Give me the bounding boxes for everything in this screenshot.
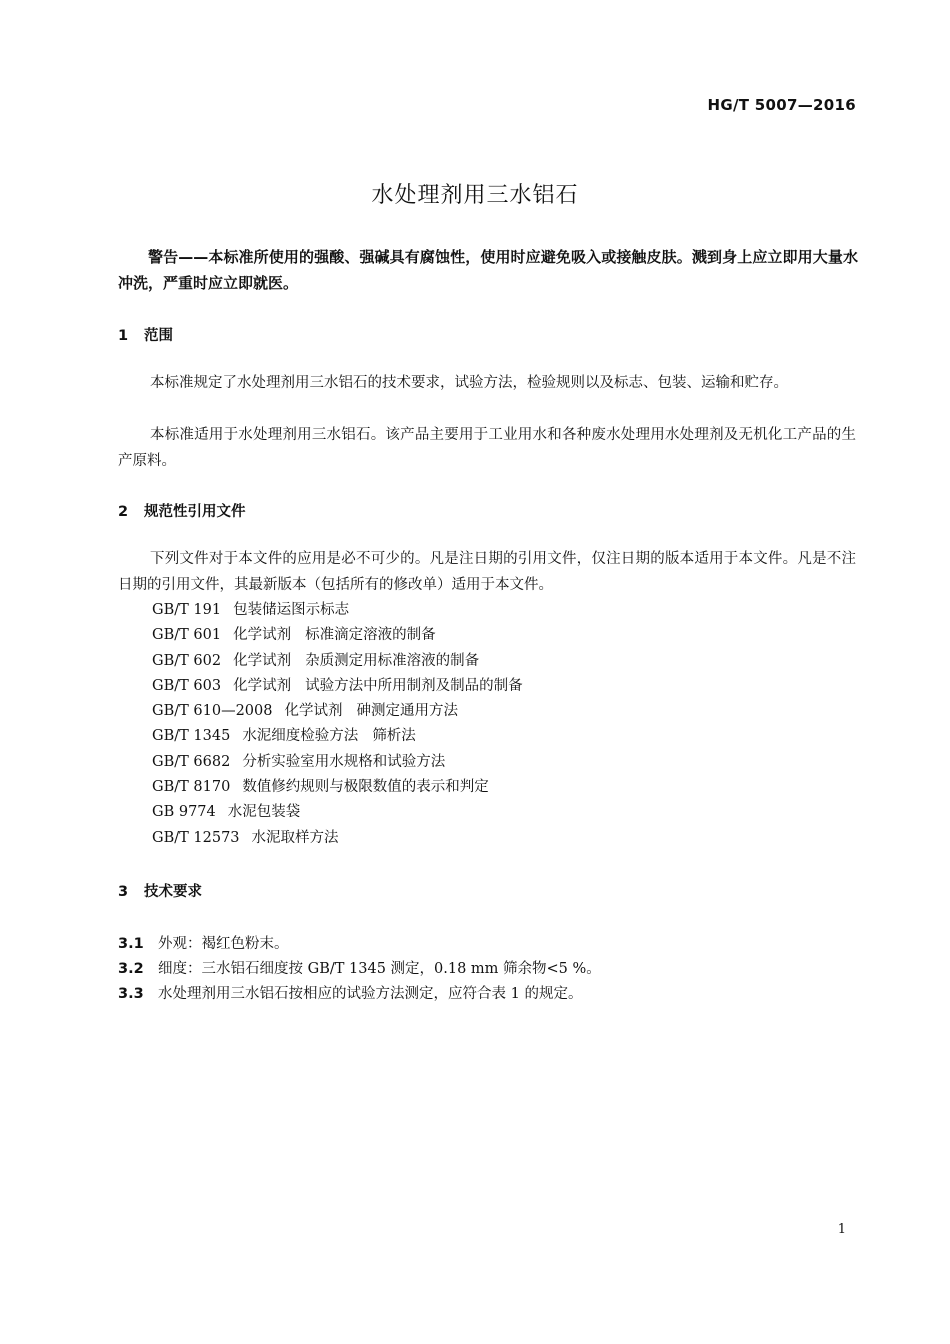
requirement-item: [118, 932, 289, 953]
reference-subtitle: 杂质测定用标准溶液的制备: [305, 652, 480, 669]
section-heading-normative: [118, 500, 246, 521]
reference-title: 数值修约规则与极限数值的表示和判定: [242, 779, 489, 796]
reference-item: [152, 623, 523, 648]
document-title: 水处理剂用三水铝石: [371, 183, 579, 208]
scope-paragraph: 本标准适用于水处理剂用三水铝石。该产品主要用于工业用水和各种废水处理用水处理剂及无机化工产品的生产原料。: [118, 427, 856, 469]
reference-code: GB 9774: [152, 804, 216, 821]
reference-list: [152, 598, 523, 851]
reference-item: [152, 724, 523, 749]
reference-title: 包装储运图示标志: [233, 602, 350, 618]
section-number: 1: [118, 328, 129, 344]
reference-title: 分析实验室用水规格和试验方法: [242, 753, 446, 770]
reference-title: 化学试剂: [233, 652, 292, 669]
reference-item: [152, 800, 523, 825]
section-heading-scope: [118, 324, 173, 345]
reference-item: [152, 598, 523, 623]
requirement-number: 3.3: [118, 986, 144, 1002]
requirement-item: [118, 982, 582, 1003]
reference-title: 化学试剂: [233, 627, 292, 644]
reference-code: GB/T 1345: [152, 728, 231, 745]
requirement-item: [118, 957, 601, 978]
section-title: 规范性引用文件: [144, 504, 246, 520]
safety-warning: 警告——本标准所使用的强酸、强碱具有腐蚀性，使用时应避免吸入或接触皮肤。溅到身上应立即用大量水冲洗，严重时应立即就医。: [118, 248, 858, 292]
section-number: 2: [118, 504, 129, 520]
reference-code: GB/T 8170: [152, 779, 231, 796]
reference-subtitle: 砷测定通用方法: [356, 703, 458, 720]
reference-title: 化学试剂: [233, 677, 292, 694]
scope-paragraph: 本标准规定了水处理剂用三水铝石的技术要求，试验方法，检验规则以及标志、包装、运输和贮存。: [150, 375, 788, 391]
reference-code: GB/T 6682: [152, 753, 231, 770]
reference-code: GB/T 610—2008: [152, 703, 273, 720]
reference-item: [152, 649, 523, 674]
requirement-text: 细度：三水铝石细度按 GB/T 1345 测定，0.18 mm 筛余物<5 %。: [158, 961, 601, 977]
requirement-number: 3.1: [118, 936, 144, 952]
section-title: 范围: [144, 328, 173, 344]
standard-code: HG/T 5007—2016: [707, 96, 856, 114]
reference-item: [152, 699, 523, 724]
reference-code: GB/T 12573: [152, 829, 240, 846]
reference-item: [152, 775, 523, 800]
reference-item: [152, 674, 523, 699]
normative-intro: 下列文件对于本文件的应用是必不可少的。凡是注日期的引用文件，仅注日期的版本适用于本文件。凡是不注日期的引用文件，其最新版本（包括所有的修改单）适用于本文件。: [118, 551, 856, 593]
requirement-text: 水处理剂用三水铝石按相应的试验方法测定，应符合表 1 的规定。: [158, 986, 583, 1002]
reference-code: GB/T 603: [152, 677, 222, 694]
reference-code: GB/T 191: [152, 602, 222, 618]
reference-title: 水泥取样方法: [251, 829, 339, 846]
reference-code: GB/T 602: [152, 652, 222, 669]
reference-title: 水泥包装袋: [227, 804, 301, 821]
reference-subtitle: 筛析法: [372, 728, 416, 745]
reference-title: 水泥细度检验方法: [242, 728, 359, 745]
section-title: 技术要求: [144, 884, 202, 900]
reference-subtitle: 标准滴定溶液的制备: [305, 627, 436, 644]
requirement-text: 外观：褐红色粉末。: [158, 936, 289, 952]
requirement-number: 3.2: [118, 961, 144, 977]
section-number: 3: [118, 884, 129, 900]
reference-item: [152, 750, 523, 775]
section-heading-requirements: [118, 880, 202, 901]
reference-subtitle: 试验方法中所用制剂及制品的制备: [305, 677, 523, 694]
reference-item: [152, 826, 523, 851]
page-number: 1: [837, 1222, 846, 1237]
reference-title: 化学试剂: [284, 703, 343, 720]
reference-code: GB/T 601: [152, 627, 222, 644]
